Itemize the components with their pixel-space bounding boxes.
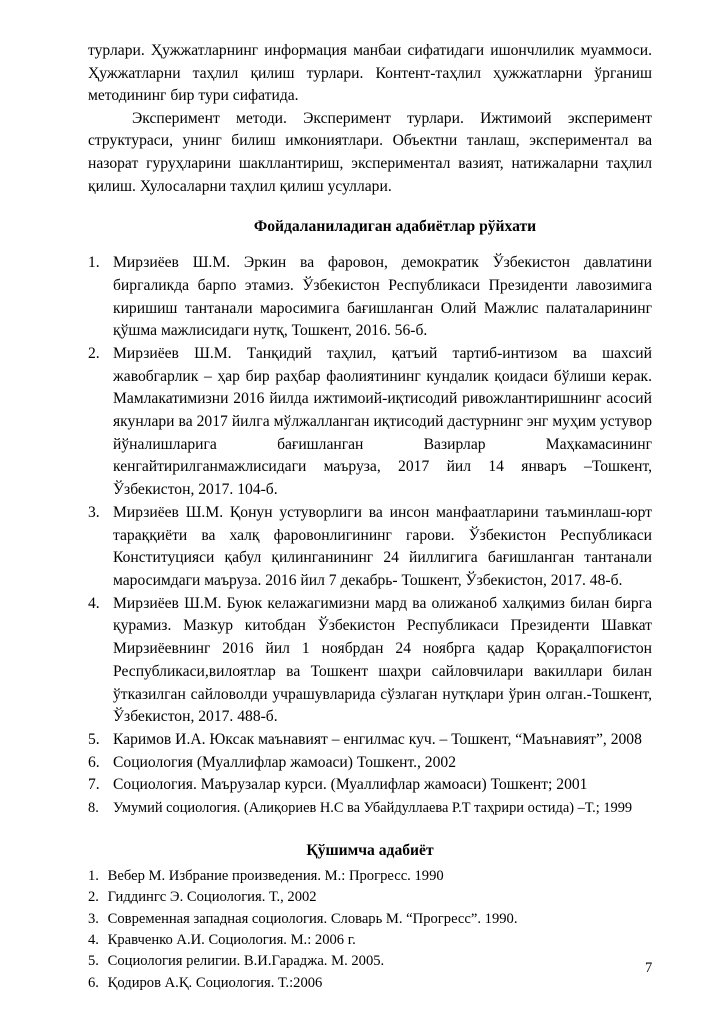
- reference-number: 6.: [88, 753, 100, 771]
- reference-item-4: [88, 593, 652, 729]
- extra-reference-number: 6.: [88, 974, 99, 991]
- extra-reference-item-1: [88, 866, 652, 887]
- reference-number: 4.: [88, 594, 100, 612]
- reference-text: Мирзиёев Ш.М. Эркин ва фаровон, демократик Ўзбекистон давлатини биргаликда барпо этамиз. Ўзбекистон Республикаси Президенти лавозимига киришиш тантанали маросимига бағишланган Олий Мажлис палаталарининг қўшма мажлисидаги нутқ, Тошкент, 2016. 56-б.: [113, 254, 652, 340]
- extra-reference-text: Гиддингс Э. Социология. Т., 2002: [107, 889, 317, 906]
- extra-reference-number: 3.: [88, 910, 99, 927]
- references-list: [88, 252, 652, 820]
- extra-reference-item-3: [88, 909, 652, 930]
- references-heading: Фойдаланиладиган адабиётлар рўйхати: [253, 218, 537, 236]
- extra-reference-text: Вебер М. Избрание произведения. М.: Прогресс. 1990: [107, 867, 444, 884]
- extra-reference-number: 2.: [88, 889, 99, 906]
- extra-reference-item-4: [88, 930, 652, 951]
- extra-references-heading: Қўшимча адабиёт: [306, 841, 434, 859]
- reference-text: Мирзиёев Ш.М. Танқидий таҳлил, қатъий тартиб-интизом ва шахсий жавобгарлик – ҳар бир раҳбар фаолиятининг кундалик қоидаси бўлиши керак. Мамлакатимизни 2016 йилда ижтимоий-иқтисодий ривожлантиришнинг асосий якунлари ва 2017 йилга мўлжалланган иқтисодий дастурнинг энг муҳим устувор йўналишларига бағишланган Вазирлар Маҳкамасининг кенгайтирилганмажлисидаги маъруза, 2017 йил 14 январъ –Тошкент, Ўзбекистон, 2017. 104-б.: [113, 344, 652, 499]
- extra-reference-text: Кравченко А.И. Социология. М.: 2006 г.: [107, 931, 356, 948]
- reference-number: 8.: [88, 800, 99, 817]
- extra-reference-number: 5.: [88, 953, 99, 970]
- reference-item-3: [88, 502, 652, 593]
- reference-text: Социология (Муаллифлар жамоаси) Тошкент., 2002: [113, 753, 456, 771]
- reference-number: 1.: [88, 254, 100, 272]
- reference-text: Мирзиёев Ш.М. Буюк келажагимизни мард ва олижаноб халқимиз билан бирга қурамиз. Мазкур китобдан Ўзбекистон Республикаси Президенти Шавкат Мирзиёевнинг 2016 йил 1 ноябрдан 24 ноябрга қадар Қорақалпоғистон Республикаси,вилоятлар ва Тошкент шаҳри сайловчилари вакиллари билан ўтказилган сайловолди учрашувларида сўзлаган нутқлари ўрин олган.-Тошкент, Ўзбекистон, 2017. 488-б.: [113, 594, 652, 726]
- reference-text: Умумий социология. (Алиқориев Н.С ва Убайдуллаева Р.Т таҳрири остида) –Т.; 1999: [113, 800, 633, 817]
- reference-item-2: [88, 343, 652, 502]
- reference-number: 5.: [88, 730, 100, 748]
- extra-references-list: [88, 866, 652, 994]
- extra-reference-item-2: [88, 887, 652, 908]
- extra-reference-text: Қодиров А.Қ. Социология. Т.:2006: [107, 974, 323, 991]
- extra-reference-number: 1.: [88, 867, 99, 884]
- intro-paragraph-1: турлари. Ҳужжатларнинг информация манбаи сифатидаги ишончлилик муаммоси. Ҳужжатларни таҳлил қилиш турлари. Контент-таҳлил ҳужжатларни ўрганиш методининг бир тури сифатида.: [88, 42, 652, 105]
- reference-text: Каримов И.А. Юксак маънавият – енгилмас куч. – Тошкент, “Маънавият”, 2008: [113, 730, 642, 748]
- reference-number: 3.: [88, 503, 100, 521]
- reference-number: 7.: [88, 776, 100, 794]
- reference-item-8: [88, 797, 652, 820]
- extra-reference-item-6: [88, 973, 652, 994]
- intro-paragraph-2: Эксперимент методи. Эксперимент турлари. Ижтимоий эксперимент структураси, унинг билиш имкониятлари. Объектни танлаш, экспериментал ва назорат гуруҳларини шакллантириш, экспериментал вазият, натижаларни таҳлил қилиш. Хулосаларни таҳлил қилиш усуллари.: [88, 109, 652, 195]
- document-page: [88, 40, 652, 994]
- reference-text: Мирзиёев Ш.М. Қонун устуворлиги ва инсон манфаатларини таъминлаш-юрт тараққиёти ва халқ фаровонлигининг гарови. Ўзбекистон Республикаси Конституцияси қабул қилинганининг 24 йиллигига бағишланган тантанали маросимдаги маъруза. 2016 йил 7 декабрь- Тошкент, Ўзбекистон, 2017. 48-б.: [113, 503, 652, 589]
- reference-item-1: [88, 252, 652, 343]
- page-number: 7: [645, 960, 653, 976]
- reference-item-5: [88, 729, 652, 752]
- reference-number: 2.: [88, 344, 100, 362]
- extra-reference-number: 4.: [88, 931, 99, 948]
- extra-reference-item-5: [88, 951, 652, 972]
- extra-reference-text: Социология религии. В.И.Гараджа. М. 2005.: [107, 953, 385, 970]
- reference-item-7: [88, 774, 652, 797]
- extra-reference-text: Современная западная социология. Словарь М. “Прогресс”. 1990.: [107, 910, 518, 927]
- reference-text: Социология. Маърузалар курси. (Муаллифлар жамоаси) Тошкент; 2001: [113, 776, 588, 794]
- reference-item-6: [88, 752, 652, 775]
